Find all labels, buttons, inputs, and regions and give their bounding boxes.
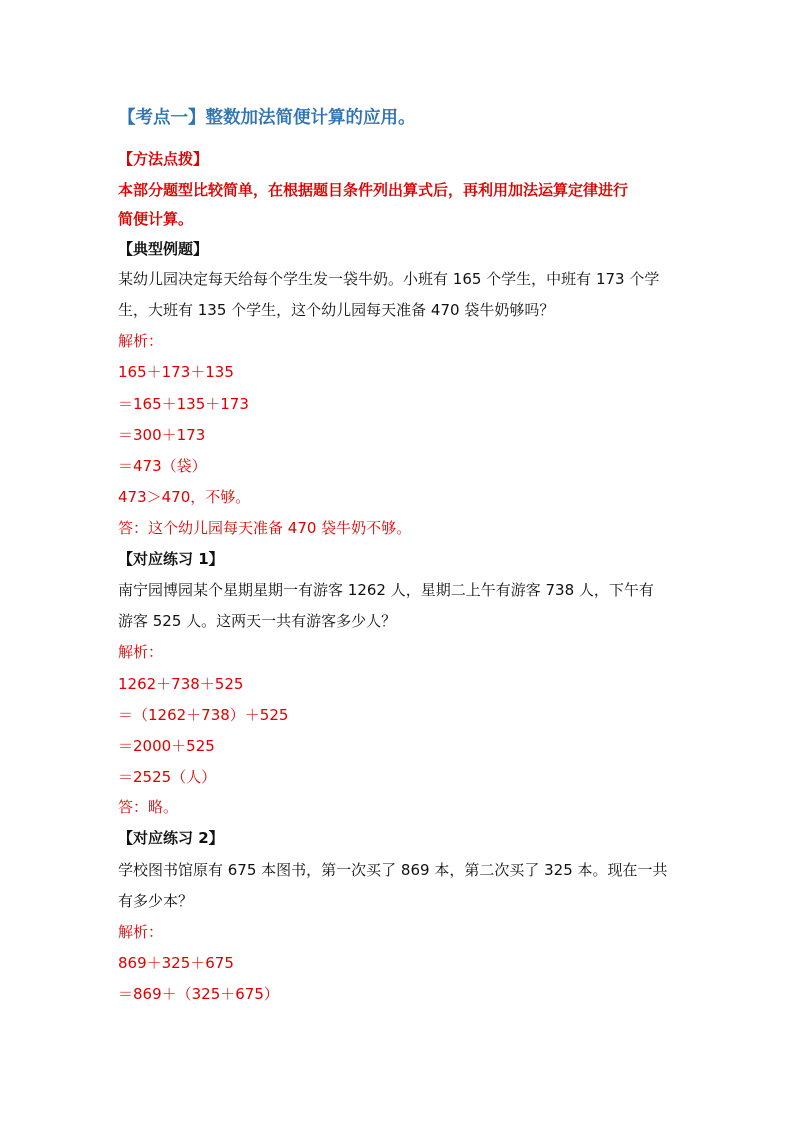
practice1-step: 1262＋738＋525 (118, 675, 244, 693)
section-title: 【考点一】整数加法简便计算的应用。 (118, 108, 416, 128)
practice2-question-line1: 学校图书馆原有 675 本图书，第一次买了 869 本，第二次买了 325 本。现在一共 (118, 861, 668, 879)
practice2-heading: 【对应练习 2】 (118, 829, 224, 847)
example-step: 165＋173＋135 (118, 363, 234, 381)
example-step: 473＞470，不够。 (118, 488, 251, 506)
method-heading: 【方法点拨】 (118, 150, 209, 168)
practice1-answer: 答：略。 (118, 798, 179, 816)
practice1-step: ＝2525（人） (118, 768, 217, 786)
method-text-line1: 本部分题型比较简单，在根据题目条件列出算式后，再利用加法运算定律进行 (118, 181, 629, 199)
practice1-question-line2: 游客 525 人。这两天一共有游客多少人？ (118, 612, 397, 630)
practice1-step: ＝（1262＋738）＋525 (118, 706, 289, 724)
practice2-step: 869＋325＋675 (118, 954, 234, 972)
example-step: ＝473（袋） (118, 457, 207, 475)
practice2-step: ＝869＋（325＋675） (118, 985, 279, 1003)
practice2-question-line2: 有多少本？ (118, 892, 194, 910)
practice1-heading: 【对应练习 1】 (118, 550, 224, 568)
example-heading: 【典型例题】 (118, 240, 209, 258)
example-step: ＝165＋135＋173 (118, 395, 249, 413)
practice2-analysis-label: 解析： (118, 923, 164, 941)
method-text-line2: 简便计算。 (118, 210, 194, 228)
practice1-analysis-label: 解析： (118, 643, 164, 661)
example-question-line1: 某幼儿园决定每天给每个学生发一袋牛奶。小班有 165 个学生，中班有 173 个学 (118, 270, 660, 288)
example-analysis-label: 解析： (118, 332, 164, 350)
example-answer: 答：这个幼儿园每天准备 470 袋牛奶不够。 (118, 519, 412, 537)
example-step: ＝300＋173 (118, 426, 206, 444)
practice1-step: ＝2000＋525 (118, 737, 215, 755)
example-question-line2: 生，大班有 135 个学生，这个幼儿园每天准备 470 袋牛奶够吗？ (118, 301, 555, 319)
practice1-question-line1: 南宁园博园某个星期星期一有游客 1262 人，星期二上午有游客 738 人，下午有 (118, 581, 654, 599)
